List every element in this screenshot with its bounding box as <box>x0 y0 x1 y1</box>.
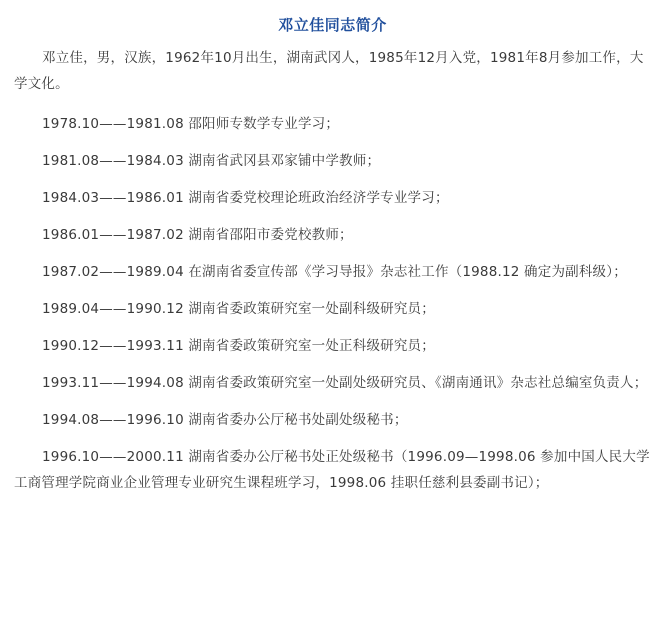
paragraph-item-6: 1989.04——1990.12 湖南省委政策研究室一处副科级研究员； <box>42 301 435 317</box>
paragraph-item-3: 1984.03——1986.01 湖南省委党校理论班政治经济学专业学习； <box>42 190 449 206</box>
page-title: 邓立佳同志简介 <box>278 16 387 34</box>
paragraph-item-1: 1978.10——1981.08 邵阳师专数学专业学习； <box>42 116 340 132</box>
paragraph-item-4: 1986.01——1987.02 湖南省邵阳市委党校教师； <box>42 227 353 243</box>
paragraph-item-9: 1994.08——1996.10 湖南省委办公厅秘书处副处级秘书； <box>42 412 408 428</box>
paragraph-intro: 邓立佳，男，汉族，1962年10月出生，湖南武冈人，1985年12月入党，1981年8月参加工作，大学文化。 <box>14 50 644 92</box>
paragraph-item-2: 1981.08——1984.03 湖南省武冈县邓家铺中学教师； <box>42 153 381 169</box>
paragraph-item-7: 1990.12——1993.11 湖南省委政策研究室一处正科级研究员； <box>42 338 435 354</box>
paragraph-item-10: 1996.10——2000.11 湖南省委办公厅秘书处正处级秘书（1996.09—1998.06 参加中国人民大学工商管理学院商业企业管理专业研究生课程班学习，1998.06 挂职任慈利县委副书记）； <box>14 449 650 491</box>
paragraph-item-8: 1993.11——1994.08 湖南省委政策研究室一处副处级研究员、《湖南通讯》杂志社总编室负责人； <box>42 375 648 391</box>
document-body <box>0 45 665 496</box>
paragraph-item-5: 1987.02——1989.04 在湖南省委宣传部《学习导报》杂志社工作（1988.12 确定为副科级）； <box>42 264 627 280</box>
